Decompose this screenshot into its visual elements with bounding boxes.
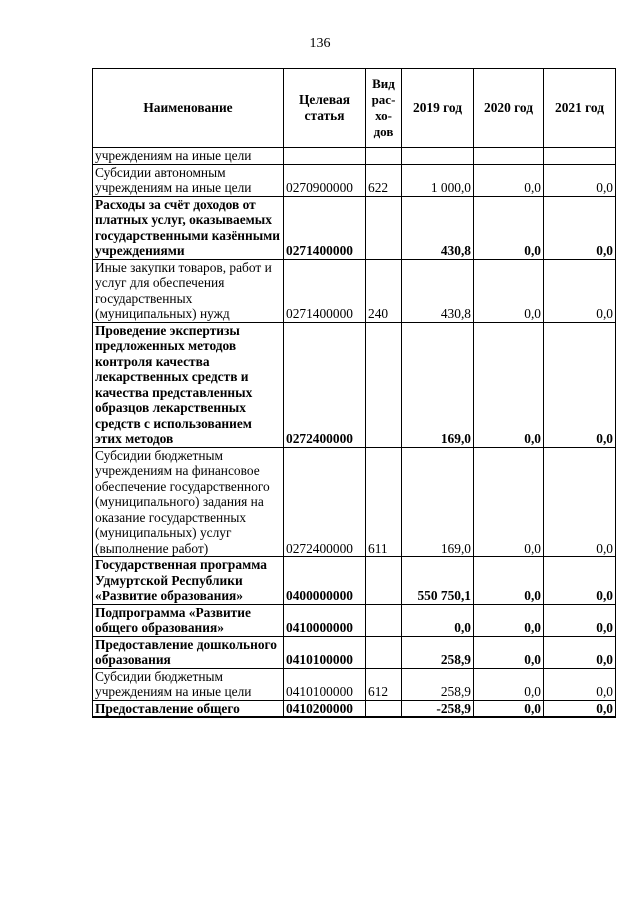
row-2020: 0,0 [474, 668, 544, 700]
row-2019: 430,8 [402, 259, 474, 322]
row-2020: 0,0 [474, 557, 544, 605]
header-2021: 2021 год [544, 69, 616, 148]
budget-table [92, 68, 616, 718]
row-2020: 0,0 [474, 700, 544, 717]
row-name: Государственная программа Удмуртской Республики «Развитие образования» [93, 557, 284, 605]
row-vid: 622 [366, 164, 402, 196]
row-2019: -258,9 [402, 700, 474, 717]
row-2021: 0,0 [544, 164, 616, 196]
row-2019: 258,9 [402, 668, 474, 700]
page-number: 136 [309, 36, 331, 51]
table-row [93, 668, 616, 700]
row-vid: 611 [366, 447, 402, 557]
row-code: 0270900000 [284, 164, 366, 196]
row-2021 [544, 148, 616, 165]
row-name: Иные закупки товаров, работ и услуг для обеспечения государственных (муниципальных) нужд [93, 259, 284, 322]
row-vid [366, 148, 402, 165]
row-name: Предоставление общего [93, 700, 284, 717]
table-row [93, 604, 616, 636]
row-2019: 1 000,0 [402, 164, 474, 196]
row-2021: 0,0 [544, 447, 616, 557]
row-2019 [402, 148, 474, 165]
table-row [93, 196, 616, 259]
row-name: Субсидии бюджетным учреждениям на финансовое обеспечение государственного (муниципального) задания на оказание государственных (муниципальных) услуг (выполнение работ) [93, 447, 284, 557]
row-vid [366, 557, 402, 605]
row-name: учреждениям на иные цели [93, 148, 284, 165]
table-row [93, 700, 616, 717]
row-vid [366, 604, 402, 636]
row-vid [366, 700, 402, 717]
table-row [93, 259, 616, 322]
table-row [93, 447, 616, 557]
header-2019: 2019 год [402, 69, 474, 148]
row-2019: 430,8 [402, 196, 474, 259]
row-code: 0271400000 [284, 259, 366, 322]
row-code: 0271400000 [284, 196, 366, 259]
row-2021: 0,0 [544, 700, 616, 717]
row-vid: 612 [366, 668, 402, 700]
row-2020: 0,0 [474, 196, 544, 259]
row-vid [366, 322, 402, 447]
header-target: Целевая статья [284, 69, 366, 148]
row-2021: 0,0 [544, 259, 616, 322]
table-row [93, 636, 616, 668]
row-2020: 0,0 [474, 164, 544, 196]
row-code: 0400000000 [284, 557, 366, 605]
header-name: Наименование [93, 69, 284, 148]
table-row [93, 164, 616, 196]
row-2019: 169,0 [402, 447, 474, 557]
header-row [93, 69, 616, 148]
row-2021: 0,0 [544, 604, 616, 636]
row-2021: 0,0 [544, 557, 616, 605]
row-code: 0272400000 [284, 447, 366, 557]
row-name: Субсидии автономным учреждениям на иные цели [93, 164, 284, 196]
row-2019: 550 750,1 [402, 557, 474, 605]
row-2019: 0,0 [402, 604, 474, 636]
row-2021: 0,0 [544, 196, 616, 259]
row-name: Субсидии бюджетным учреждениям на иные цели [93, 668, 284, 700]
row-name: Проведение экспертизы предложенных методов контроля качества лекарственных средств и качества представленных образцов лекарственных средств с использованием этих методов [93, 322, 284, 447]
table-row [93, 557, 616, 605]
row-2020: 0,0 [474, 447, 544, 557]
row-2020: 0,0 [474, 636, 544, 668]
row-code: 0410100000 [284, 636, 366, 668]
row-vid: 240 [366, 259, 402, 322]
row-2021: 0,0 [544, 636, 616, 668]
row-code [284, 148, 366, 165]
row-2020 [474, 148, 544, 165]
table-row [93, 322, 616, 447]
row-2021: 0,0 [544, 668, 616, 700]
row-2020: 0,0 [474, 259, 544, 322]
table-row [93, 148, 616, 165]
row-code: 0410200000 [284, 700, 366, 717]
row-vid [366, 196, 402, 259]
row-2020: 0,0 [474, 604, 544, 636]
header-vid: Вид рас-хо-дов [366, 69, 402, 148]
row-name: Предоставление дошкольного образования [93, 636, 284, 668]
row-name: Подпрограмма «Развитие общего образования» [93, 604, 284, 636]
row-2019: 258,9 [402, 636, 474, 668]
row-code: 0272400000 [284, 322, 366, 447]
row-vid [366, 636, 402, 668]
row-name: Расходы за счёт доходов от платных услуг, оказываемых государственными казёнными учреждениями [93, 196, 284, 259]
header-2020: 2020 год [474, 69, 544, 148]
row-code: 0410000000 [284, 604, 366, 636]
row-code: 0410100000 [284, 668, 366, 700]
row-2019: 169,0 [402, 322, 474, 447]
row-2020: 0,0 [474, 322, 544, 447]
row-2021: 0,0 [544, 322, 616, 447]
